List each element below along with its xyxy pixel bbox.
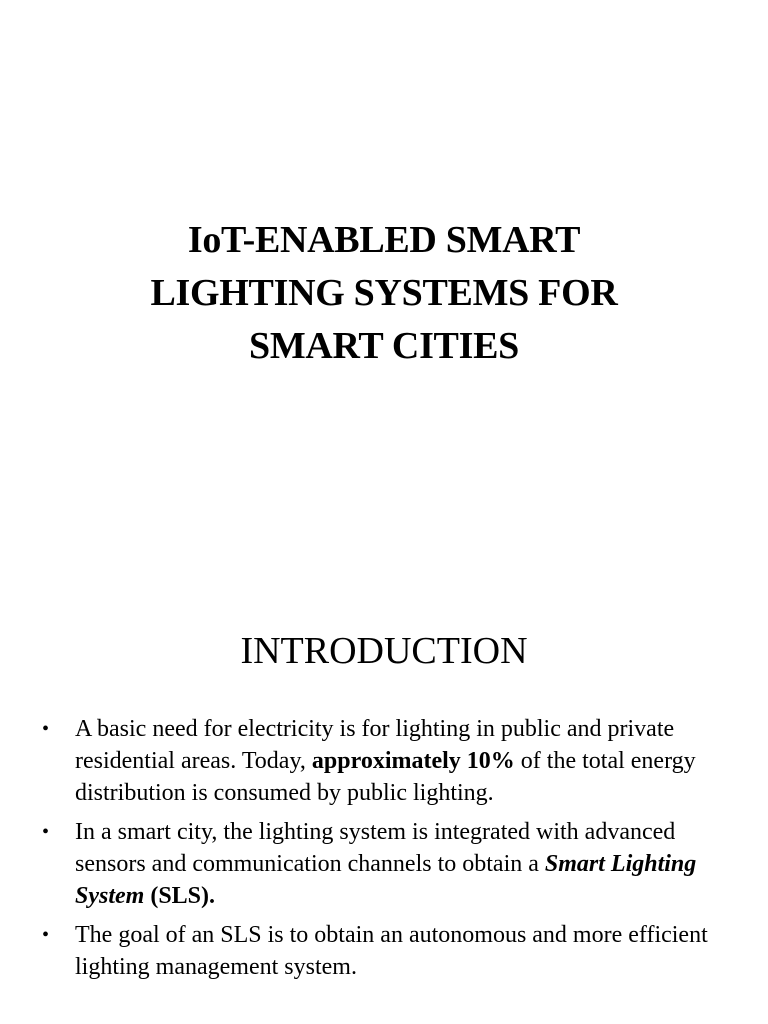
introduction-slide	[0, 560, 768, 1024]
bullet-item-1	[0, 713, 768, 809]
bullet-1-emphasis: approximately 10%	[311, 748, 515, 774]
bullet-3-text: The goal of an SLS is to obtain an autonomous and more efficient lighting management system.	[75, 922, 708, 980]
bullet-2-text: In a smart city, the lighting system is integrated with advanced sensors and communication channels to obtain a	[75, 819, 676, 877]
bullet-1-text-end: of the total energy distribution is consumed by public lighting.	[75, 748, 696, 806]
bullet-icon: •	[42, 924, 50, 946]
main-title	[60, 214, 708, 373]
title-line-2: LIGHTING SYSTEMS FOR	[150, 272, 618, 314]
bullet-list	[0, 713, 768, 990]
bullet-icon: •	[42, 718, 50, 740]
bullet-item-2	[0, 816, 768, 912]
bullet-2-emphasis-term: Smart Lighting System	[75, 851, 697, 909]
bullet-item-3	[0, 919, 768, 983]
bullet-2-emphasis-abbr: (SLS).	[144, 883, 216, 909]
title-line-3: SMART CITIES	[249, 325, 519, 367]
bullet-1-text: A basic need for electricity is for lighting in public and private residential areas. Today,	[75, 716, 675, 774]
bullet-icon: •	[42, 821, 50, 843]
title-line-1: IoT-ENABLED SMART	[187, 219, 581, 261]
section-heading: INTRODUCTION	[240, 630, 528, 672]
